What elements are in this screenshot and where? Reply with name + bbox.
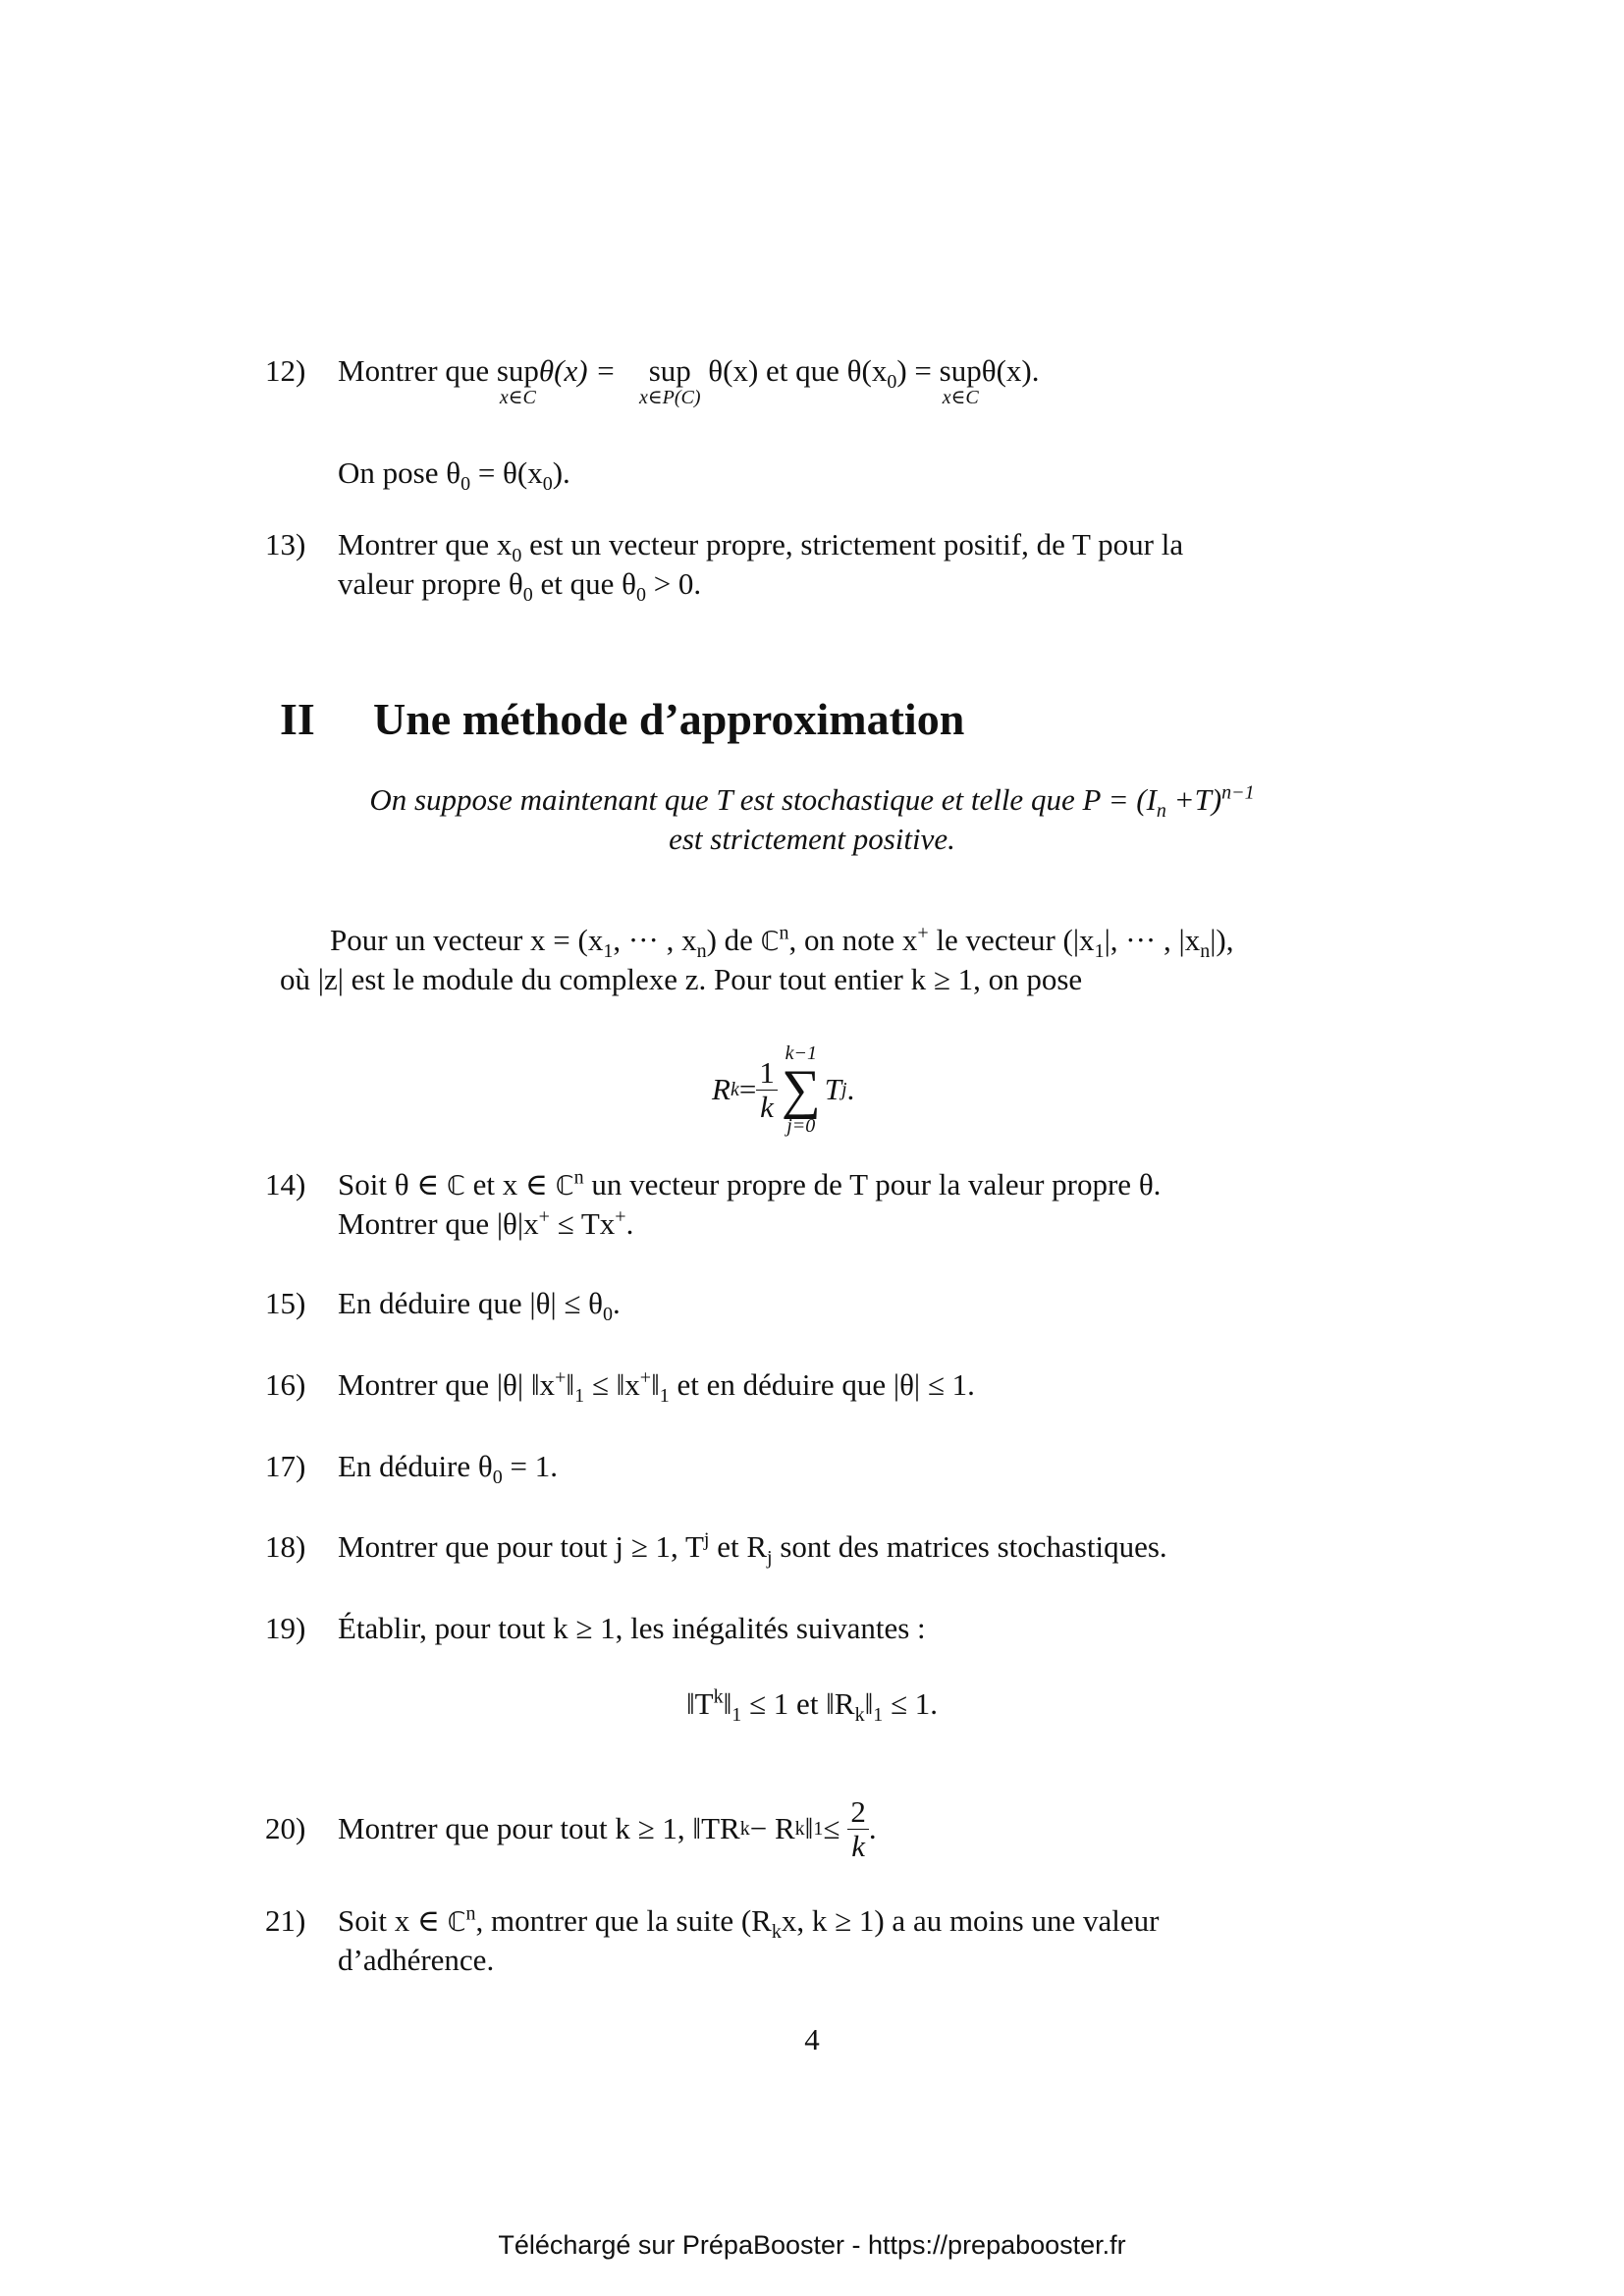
intro-sub-4: n — [1200, 940, 1211, 963]
q15-text-a: En déduire que |θ| ≤ θ — [338, 1286, 604, 1320]
q19-eq-e: ≤ 1. — [883, 1686, 939, 1721]
q14-sup-plus-2: + — [615, 1205, 626, 1228]
question-number-13: 13) — [265, 527, 306, 561]
q13-text-a: Montrer que x — [338, 527, 513, 561]
intro-text-c: ) de — [706, 923, 761, 957]
fraction-denominator: k — [760, 1089, 774, 1124]
intro-text-g: |), — [1210, 923, 1234, 957]
sum-lower-bound: j=0 — [786, 1115, 816, 1137]
sup-subscript: x∈C — [942, 387, 979, 408]
sup-operator-2 — [639, 351, 701, 408]
note-sub: 0 — [460, 473, 471, 496]
q16-text-a: Montrer que |θ| ‖x — [338, 1367, 556, 1402]
hypothesis-text-a: On suppose maintenant que T est stochastique et telle que P = (I — [369, 782, 1157, 817]
q19-eq-sub-1: 1 — [731, 1704, 742, 1727]
q20-text-a: Montrer que pour tout k ≥ 1, ‖TR — [338, 1811, 740, 1845]
q14-text-c: un vecteur propre de T pour la valeur propre θ. — [583, 1167, 1162, 1201]
q13-text-b: est un vecteur propre, strictement positif, de T pour la — [521, 527, 1184, 561]
fraction-denominator: k — [851, 1828, 866, 1863]
formula-rhs: T — [824, 1072, 841, 1106]
q13-sub-2: 0 — [522, 584, 533, 607]
intro-text-e: le vecteur (|x — [928, 923, 1095, 957]
question-20-text: Montrer que pour tout k ≥ 1, ‖TR k − R k ‖ 1 ≤ $\frac{2}{k}$ . — [338, 1793, 877, 1863]
q19-eq-c: ≤ 1 et ‖R — [741, 1686, 855, 1721]
q12-text-5: θ(x). — [981, 353, 1040, 388]
section-heading — [280, 692, 964, 747]
question-number-21: 21) — [265, 1903, 306, 1938]
sup-operator-1 — [497, 351, 539, 408]
question-14-line-2 — [338, 1204, 633, 1244]
q13-sub-3: 0 — [635, 584, 646, 607]
q14-text-e: ≤ Tx — [549, 1206, 616, 1241]
q16-text-d: ‖ — [651, 1367, 660, 1402]
q17-sub: 0 — [492, 1467, 503, 1489]
sigma-icon: ∑ — [781, 1059, 821, 1120]
question-number-19: 19) — [265, 1611, 306, 1645]
note-text-1: On pose θ — [338, 455, 461, 490]
complex-set-symbol: ℂ — [447, 1907, 466, 1938]
q13-text-c: valeur propre θ — [338, 566, 523, 601]
fraction-numerator: 2 — [847, 1795, 869, 1830]
fraction-one-over-k — [756, 1056, 778, 1124]
q21-sub: k — [771, 1921, 782, 1944]
question-number-14: 14) — [265, 1167, 306, 1201]
question-14-line-1 — [338, 1165, 1161, 1206]
fraction-numerator: 1 — [756, 1056, 778, 1091]
question-number-18: 18) — [265, 1529, 306, 1564]
note-sub-2: 0 — [542, 473, 553, 496]
q14-text-d: Montrer que |θ|x — [338, 1206, 539, 1241]
q16-sup-plus: + — [555, 1366, 567, 1389]
q21-text-c: x, k ≥ 1) a au moins une valeur — [781, 1903, 1160, 1938]
q14-text-a: Soit θ ∈ — [338, 1167, 448, 1201]
question-12-text — [338, 351, 1040, 408]
intro-text-f: |, ··· , |x — [1104, 923, 1201, 957]
sup-subscript: x∈C — [499, 387, 536, 408]
q18-sup: j — [703, 1528, 710, 1551]
question-21-line-1 — [338, 1901, 1159, 1943]
hypothesis-text-b: +T) — [1165, 782, 1222, 817]
q16-sub-1: 1 — [574, 1385, 585, 1408]
q12-text-2: θ(x) = — [538, 353, 623, 388]
question-16-text — [338, 1365, 975, 1408]
q18-text-a: Montrer que pour tout j ≥ 1, T — [338, 1529, 704, 1564]
intro-text-b: , ··· , x — [613, 923, 697, 957]
q17-text-a: En déduire θ — [338, 1449, 493, 1483]
q18-sub: j — [767, 1547, 773, 1570]
q12-text-1: Montrer que — [338, 353, 497, 388]
q19-eq-sub-3: 1 — [873, 1704, 884, 1727]
summation — [782, 1042, 821, 1137]
sum-upper-bound: k−1 — [785, 1042, 817, 1064]
footer-download-notice[interactable]: Téléchargé sur PrépaBooster - https://prepabooster.fr — [498, 2230, 1126, 2260]
intro-line-1 — [330, 921, 1233, 962]
q15-sub: 0 — [603, 1304, 614, 1326]
section-number: II — [280, 694, 315, 744]
formula-Rk: R k = $\frac{1}{k}$ k−1 ∑ j=0 T j . — [712, 1042, 855, 1137]
formula-lhs: R — [712, 1072, 731, 1106]
q19-eq-sub-2: k — [854, 1704, 865, 1727]
q20-text-c: ‖ — [804, 1811, 814, 1845]
question-13-line-1 — [338, 525, 1184, 567]
question-number-15: 15) — [265, 1286, 306, 1320]
complex-set-symbol: ℂ — [555, 1171, 574, 1201]
question-19-text: Établir, pour tout k ≥ 1, les inégalités suivantes : — [338, 1611, 926, 1645]
q14-sup-n: n — [573, 1166, 584, 1189]
question-17-text — [338, 1447, 558, 1489]
q14-text-b: et x ∈ — [464, 1167, 556, 1201]
q16-sup-plus-2: + — [639, 1366, 652, 1389]
q14-text-f: . — [625, 1206, 634, 1241]
q19-eq-a: ‖T — [685, 1686, 714, 1721]
intro-text-d: , on note x — [788, 923, 918, 957]
q16-text-b: ‖ — [566, 1367, 575, 1402]
q20-text-d: ≤ — [823, 1811, 840, 1845]
intro-sup-plus: + — [917, 922, 929, 944]
fraction-two-over-k — [847, 1795, 869, 1863]
intro-sup-n: n — [779, 922, 789, 944]
q19-eq-d: ‖ — [864, 1686, 874, 1721]
intro-line-2: où |z| est le module du complexe z. Pour tout entier k ≥ 1, on pose — [280, 962, 1083, 996]
page-number: 4 — [804, 2022, 820, 2056]
question-18-text — [338, 1527, 1167, 1570]
question-number-16: 16) — [265, 1367, 306, 1402]
q20-text-e: . — [868, 1811, 877, 1845]
intro-sub-3: 1 — [1094, 940, 1105, 963]
hypothesis-sup: n−1 — [1221, 781, 1255, 804]
sup-label: sup — [496, 353, 539, 388]
question-19-inequalities — [0, 1684, 1624, 1727]
q21-sup-n: n — [465, 1902, 476, 1925]
sup-label: sup — [648, 353, 691, 388]
q16-sub-2: 1 — [659, 1385, 670, 1408]
question-13-line-2 — [338, 564, 702, 607]
q15-text-b: . — [613, 1286, 621, 1320]
q17-text-b: = 1. — [502, 1449, 558, 1483]
sup-subscript: x∈P(C) — [638, 387, 701, 408]
q13-text-d: et que θ — [532, 566, 636, 601]
hypothesis-line-2: est strictement positive. — [669, 822, 955, 856]
theta0-definition — [338, 454, 570, 496]
hypothesis-line-1 — [0, 780, 1624, 823]
sup-operator-3 — [940, 351, 982, 408]
question-number-17: 17) — [265, 1449, 306, 1483]
sup-label: sup — [939, 353, 982, 388]
q16-text-e: et en déduire que |θ| ≤ 1. — [669, 1367, 975, 1402]
note-text-3: ). — [552, 455, 570, 490]
intro-sub-1: 1 — [603, 940, 614, 963]
q19-eq-sup: k — [713, 1685, 724, 1708]
intro-sub-2: n — [696, 940, 707, 963]
question-number-20: 20) — [265, 1811, 306, 1845]
complex-set-symbol: ℂ — [760, 927, 780, 957]
question-number-12: 12) — [265, 353, 306, 388]
q13-text-e: > 0. — [645, 566, 702, 601]
q12-text-4: ) = — [896, 353, 940, 388]
q14-sup-plus: + — [538, 1205, 550, 1228]
formula-equals: = — [738, 1072, 757, 1106]
q18-text-c: sont des matrices stochastiques. — [772, 1529, 1167, 1564]
hypothesis-sub: n — [1156, 800, 1166, 823]
section-title: Une méthode d’approximation — [373, 694, 965, 744]
complex-set-symbol: ℂ — [447, 1171, 465, 1201]
intro-text-a: Pour un vecteur x = (x — [330, 923, 604, 957]
q16-text-c: ≤ ‖x — [584, 1367, 640, 1402]
q21-text-b: , montrer que la suite (R — [475, 1903, 772, 1938]
q12-sub-0: 0 — [887, 371, 897, 394]
question-21-line-2: d’adhérence. — [338, 1943, 495, 1977]
q13-sub: 0 — [512, 545, 522, 567]
formula-end: . — [846, 1072, 855, 1106]
note-text-2: = θ(x — [470, 455, 543, 490]
q18-text-b: et R — [709, 1529, 768, 1564]
q20-text-b: − R — [749, 1811, 795, 1845]
question-15-text — [338, 1284, 621, 1326]
q19-eq-b: ‖ — [723, 1686, 732, 1721]
q12-text-3: θ(x) et que θ(x — [700, 353, 888, 388]
q21-text-a: Soit x ∈ — [338, 1903, 448, 1938]
